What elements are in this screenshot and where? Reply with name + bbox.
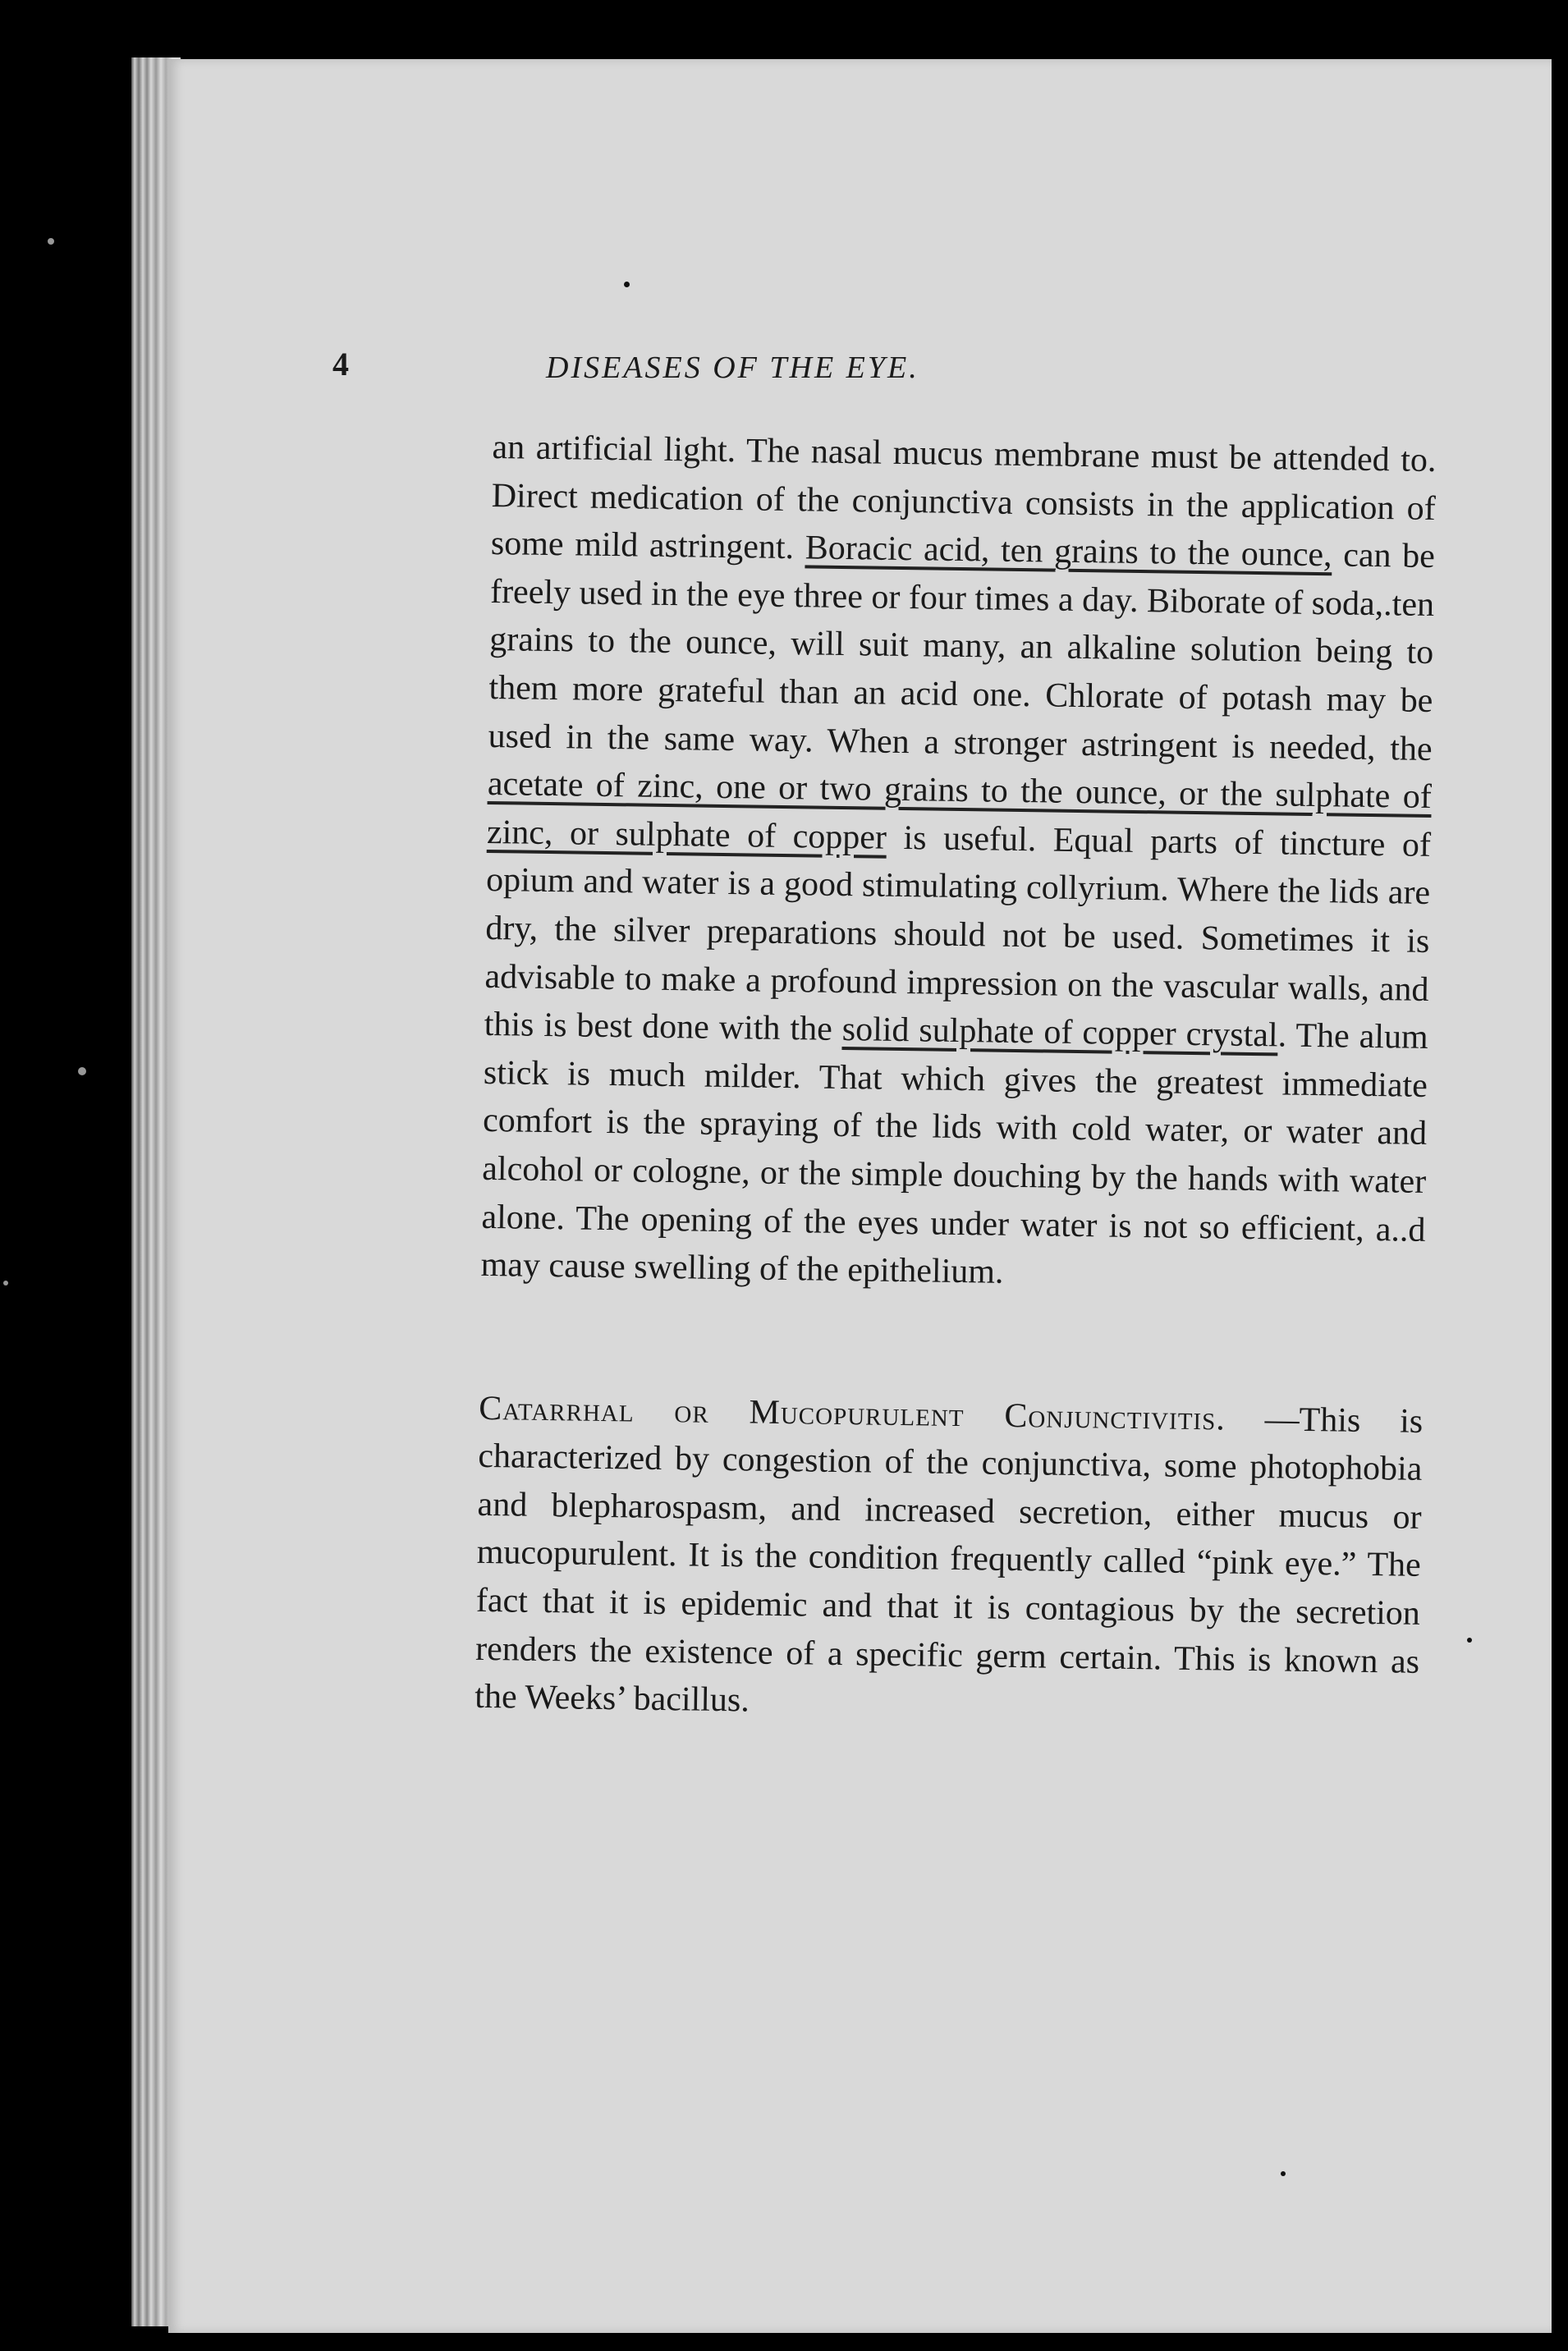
page-speck [624,282,630,287]
page-header [332,345,1203,402]
text-run: an artificial light. The nasal mucus membrane must be attended to. Direct medication of the conjunctiva consists in the application of some mild astringent. [490,428,1437,567]
text-run: can be freely used in the eye three or four times a day. Biborate of soda,.ten grains to the ounce, will suit many, an alkaline solution being to them more grateful than an acid one. Chlorate of potash may be used in the same way. When a stronger astringent is needed, the [488,536,1436,768]
text-run: . The alum stick is much milder. That which gives the greatest immediate comfort is the spraying of the lids with cold water, or water and alcohol or cologne, or the simple douching by the hands with water alone. The opening of the eyes under water is not so efficient, a..d may cause swelling of the epithelium. [480,1016,1428,1291]
margin-speck [78,1067,86,1075]
page-speck [1281,2171,1286,2176]
underlined-passage: Boracic acid, ten grains to the ounce, [805,529,1332,575]
section-paragraph [475,1385,1424,1735]
underlined-passage: acetate of zinc, one or two grains to the ounce, or the sulphate of zinc, or sulphate of copper [486,765,1433,857]
page-speck [1467,1638,1472,1643]
running-head: DISEASES OF THE EYE. [546,351,919,385]
margin-speck [3,1281,8,1285]
body-text [475,424,1437,1735]
section-text: —This is characterized by congestion of the conjunctiva, some photophobia and blepharospasm, and increased secretion, either mucus or mucopurulent. It is the condition frequently called “pink eye.” The fact that it is epidemic and that it is contagious by the secretion renders the existence of a specific germ certain. This is known as the Weeks’ bacillus. [475,1400,1424,1720]
paragraph [480,424,1437,1303]
text-run: is useful. Equal parts of tincture of opium and water is a good stimulating collyrium. Where the lids are dry, the silver preparations should not be used. Sometimes it is advisable to make a profound impression on the vascular walls, and this is best done with the [484,818,1432,1049]
section-title: Catarrhal or Mucopurulent Conjunctivitis. [478,1389,1226,1438]
margin-speck [48,238,54,245]
page-number: 4 [332,346,349,383]
underlined-passage: solid sulphate of copper crystal [841,1011,1278,1055]
